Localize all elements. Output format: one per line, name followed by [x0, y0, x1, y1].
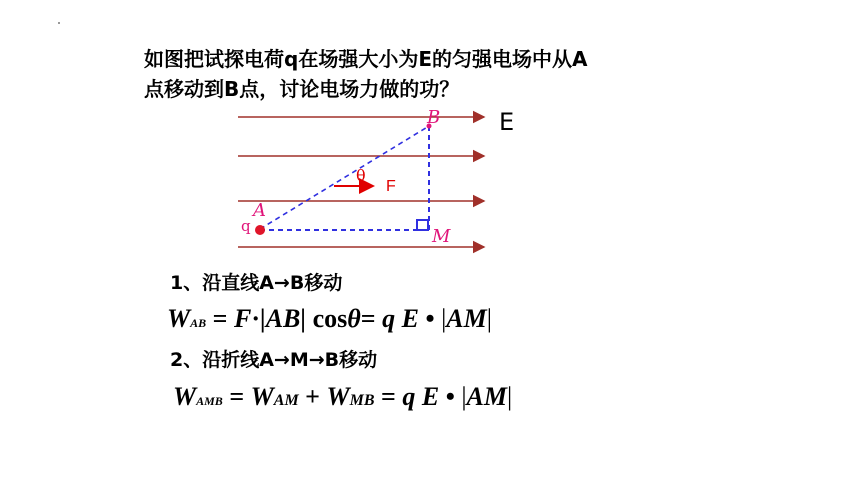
f1-dot: ·: [251, 304, 260, 333]
step-1-label: 1、沿直线A→B移动: [170, 272, 343, 294]
question-line-1: 如图把试探电荷q在场强大小为E的匀强电场中从A: [144, 47, 588, 71]
f2-eq1: =: [222, 382, 251, 411]
f1-ab: |AB|: [259, 304, 307, 333]
f2-e: E: [415, 382, 440, 411]
f2-sub2: AM: [273, 392, 299, 409]
f1-eq2: =: [360, 304, 383, 333]
f1-bullet: •: [418, 304, 442, 333]
f1-f: F: [233, 304, 252, 333]
f2-am-open: |: [461, 382, 467, 411]
step-2-label: 2、沿折线A→M→B移动: [170, 349, 378, 371]
charge-point: [255, 225, 265, 235]
f1-am: AM: [446, 304, 487, 333]
f2-am: AM: [466, 382, 507, 411]
question-text: [144, 44, 764, 104]
f1-eq1: =: [206, 304, 234, 333]
right-angle-marker: [417, 220, 428, 230]
f2-w2: W: [250, 382, 274, 411]
f1-sub: AB: [190, 316, 207, 330]
f2-q: q: [402, 382, 416, 411]
f2-w3: W: [326, 382, 350, 411]
f1-e: E: [395, 304, 419, 333]
question-line-2: 点移动到B点，讨论电场力做的功？: [144, 77, 460, 101]
f2-eq2: =: [374, 382, 403, 411]
field-label: E: [499, 108, 515, 136]
f2-am-close: |: [507, 382, 513, 411]
force-label: F: [386, 178, 396, 195]
f1-q: q: [382, 304, 396, 333]
f1-am-close: |: [486, 304, 492, 333]
formula-1: [167, 304, 492, 334]
f1-w: W: [167, 304, 191, 333]
f1-theta: θ: [347, 304, 361, 333]
f2-sub3: MB: [349, 392, 375, 409]
angle-label: θ: [356, 166, 366, 185]
f2-sub: AMB: [196, 394, 223, 408]
point-a-label: A: [253, 200, 266, 221]
f1-am-open: |: [441, 304, 447, 333]
decorative-dot: [58, 22, 60, 24]
f1-cos: cos: [306, 304, 348, 333]
f2-bullet: •: [439, 382, 462, 411]
f2-plus: +: [298, 382, 327, 411]
point-b-label: B: [427, 107, 441, 128]
f2-w: W: [173, 382, 197, 411]
path-ab: [260, 126, 429, 229]
formula-2: [173, 382, 512, 412]
point-m-label: M: [432, 226, 451, 247]
charge-label: q: [241, 217, 251, 235]
